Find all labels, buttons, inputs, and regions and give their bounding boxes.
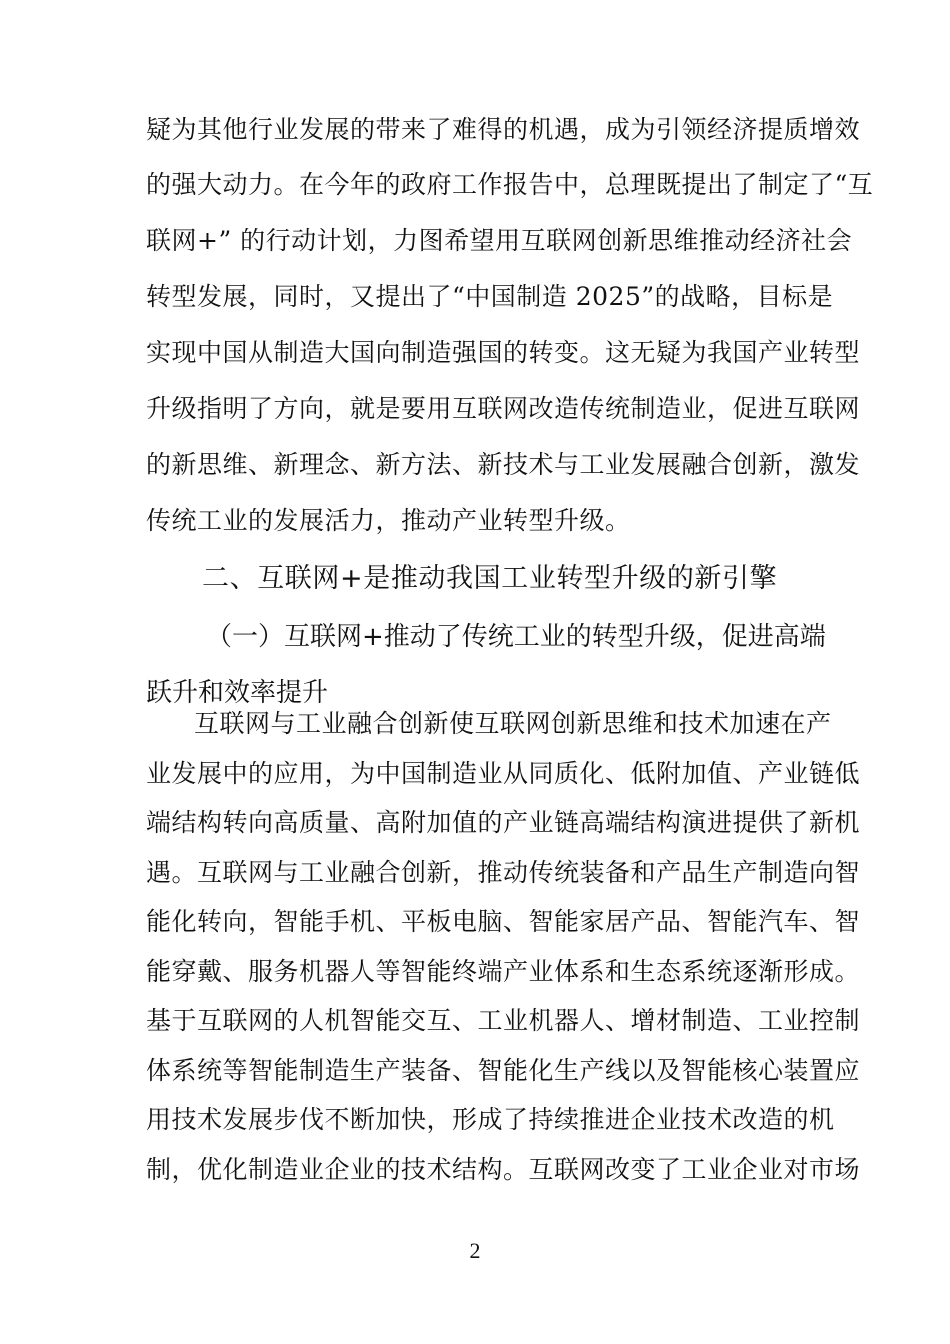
paragraph-line: 转型发展，同时，又提出了“中国制造 2025”的战略，目标是 xyxy=(146,282,834,311)
paragraph-line: 实现中国从制造大国向制造强国的转变。这无疑为我国产业转型 xyxy=(146,338,861,367)
subsection-heading-line: 跃升和效率提升 xyxy=(146,678,329,708)
paragraph-line: 的强大动力。在今年的政府工作报告中，总理既提出了制定了“互 xyxy=(146,170,874,199)
section-heading: 二、互联网+是推动我国工业转型升级的新引擎 xyxy=(202,563,778,594)
subsection-heading-line: （一）互联网+推动了传统工业的转型升级，促进高端 xyxy=(206,622,826,652)
paragraph-line: 疑为其他行业发展的带来了难得的机遇，成为引领经济提质增效 xyxy=(146,115,861,144)
paragraph-line: 业发展中的应用，为中国制造业从同质化、低附加值、产业链低 xyxy=(146,759,861,788)
paragraph-line: 基于互联网的人机智能交互、工业机器人、增材制造、工业控制 xyxy=(146,1006,861,1035)
paragraph-line: 升级指明了方向，就是要用互联网改造传统制造业，促进互联网 xyxy=(146,394,861,423)
paragraph-line: 能穿戴、服务机器人等智能终端产业体系和生态系统逐渐形成。 xyxy=(146,957,861,986)
paragraph-line: 的新思维、新理念、新方法、新技术与工业发展融合创新，激发 xyxy=(146,450,861,479)
paragraph-line: 能化转向，智能手机、平板电脑、智能家居产品、智能汽车、智 xyxy=(146,907,861,936)
page-number: 2 xyxy=(469,1238,481,1263)
paragraph-line: 用技术发展步伐不断加快，形成了持续推进企业技术改造的机 xyxy=(146,1105,835,1134)
paragraph-line: 传统工业的发展活力，推动产业转型升级。 xyxy=(146,506,631,535)
paragraph-line: 联网+” 的行动计划，力图希望用互联网创新思维推动经济社会 xyxy=(146,226,853,255)
paragraph-line: 体系统等智能制造生产装备、智能化生产线以及智能核心装置应 xyxy=(146,1056,861,1085)
paragraph-line: 互联网与工业融合创新使互联网创新思维和技术加速在产 xyxy=(194,709,832,738)
paragraph-line: 制，优化制造业企业的技术结构。互联网改变了工业企业对市场 xyxy=(146,1155,861,1184)
paragraph-line: 遇。互联网与工业融合创新，推动传统装备和产品生产制造向智 xyxy=(146,858,861,887)
paragraph-line: 端结构转向高质量、高附加值的产业链高端结构演进提供了新机 xyxy=(146,808,861,837)
